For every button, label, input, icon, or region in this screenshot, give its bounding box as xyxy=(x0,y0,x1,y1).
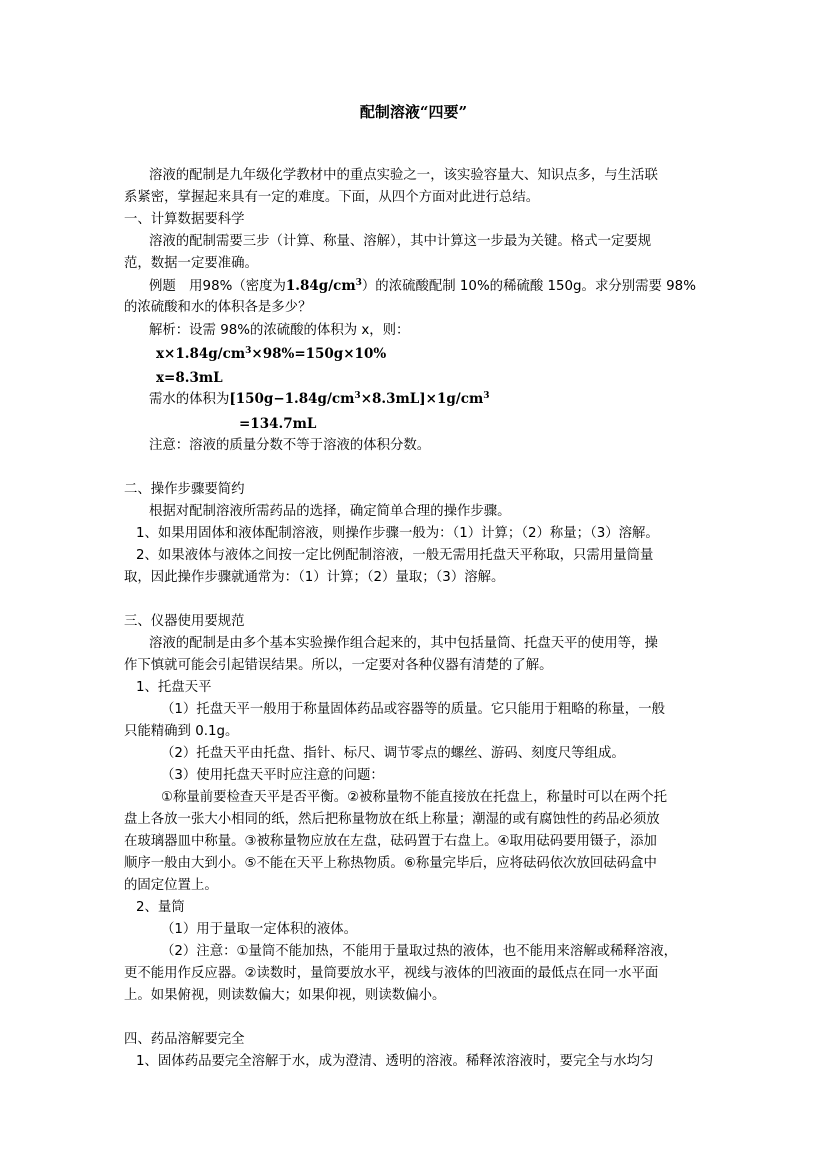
section-2-line-4: 取，因此操作步骤就通常为：（1）计算；（2）量取；（3）溶解。 xyxy=(124,570,505,585)
balance-notes-line-3: 在玻璃器皿中称量。③被称量物应放在左盘，砝码置于右盘上。④取用砝码要用镊子，添加 xyxy=(124,834,657,849)
example-line-2: 的浓硫酸和水的体积各是多少？ xyxy=(124,300,312,315)
balance-item-1-line-2: 只能精确到 0.1g。 xyxy=(124,724,239,739)
balance-subheading: 1、托盘天平 xyxy=(136,680,212,695)
section-2-line-2: 1、如果用固体和液体配制溶液，则操作步骤一般为：（1）计算；（2）称量；（3）溶解。 xyxy=(136,526,659,541)
equation-2: x=8.3mL xyxy=(156,370,223,386)
section-1-line-1: 溶液的配制需要三步（计算、称量、溶解），其中计算这一步最为关键。格式一定要规 xyxy=(149,234,652,249)
example-line-1 xyxy=(149,278,696,295)
balance-notes-line-1: ①称量前要检查天平是否平衡。②被称量物不能直接放在托盘上，称量时可以在两个托 xyxy=(161,790,668,805)
water-volume-line xyxy=(149,391,490,408)
section-2-heading: 二、操作步骤要简约 xyxy=(124,482,245,497)
balance-notes-line-2: 盘上各放一张大小相同的纸，然后把称量物放在纸上称量；潮湿的或有腐蚀性的药品必须放 xyxy=(124,812,660,827)
cylinder-subheading: 2、量筒 xyxy=(136,900,185,915)
note-line: 注意：溶液的质量分数不等于溶液的体积分数。 xyxy=(149,438,431,453)
cylinder-item-2-line-2: 更不能用作反应器。②读数时，量筒要放水平，视线与液体的凹液面的最低点在同一水平面 xyxy=(124,966,659,981)
water-volume-label: 需水的体积为 xyxy=(149,392,230,407)
solution-line: 解析：设需 98%的浓硫酸的体积为 x，则： xyxy=(149,323,410,338)
section-2-line-3: 2、如果液体与液体之间按一定比例配制溶液，一般无需用托盘天平称取，只需用量筒量 xyxy=(136,548,654,563)
intro-line-1: 溶液的配制是九年级化学教材中的重点实验之一，该实验容量大、知识点多，与生活联 xyxy=(149,168,658,183)
balance-item-1-line-1: （1）托盘天平一般用于称量固体药品或容器等的质量。它只能用于粗略的称量，一般 xyxy=(161,702,665,717)
page-title: 配制溶液“四要” xyxy=(359,103,468,121)
balance-notes-line-5: 的固定位置上。 xyxy=(124,878,218,893)
section-3-heading: 三、仪器使用要规范 xyxy=(124,614,245,629)
section-2-line-1: 根据对配制溶液所需药品的选择，确定简单合理的操作步骤。 xyxy=(149,504,511,519)
cylinder-item-2-line-3: 上。如果俯视，则读数偏大；如果仰视，则读数偏小。 xyxy=(124,988,446,1003)
section-1-heading: 一、计算数据要科学 xyxy=(124,212,245,227)
equation-1: $x\times 1.84g/cm^3\times 98\%=150g\times 10\%$ xyxy=(156,346,387,362)
density-formula: $1.84g/cm^3$ xyxy=(285,278,362,294)
balance-item-2: （2）托盘天平由托盘、指针、标尺、调节零点的螺丝、游码、刻度尺等组成。 xyxy=(161,746,625,761)
equation-4: =134.7mL xyxy=(239,416,317,432)
cylinder-item-1: （1）用于量取一定体积的液体。 xyxy=(161,922,357,937)
equation-3: $[150g-1.84g/cm^3\times 8.3mL]\times 1g/cm^3$ xyxy=(229,391,490,407)
section-1-line-2: 范，数据一定要准确。 xyxy=(124,256,258,271)
section-3-line-2: 作下慎就可能会引起错误结果。所以，一定要对各种仪器有清楚的了解。 xyxy=(124,658,553,673)
intro-line-2: 系紧密，掌握起来具有一定的难度。下面，从四个方面对此进行总结。 xyxy=(124,190,540,205)
example-suffix: ）的浓硫酸配制 10%的稀硫酸 150g。求分别需要 98% xyxy=(361,279,696,294)
section-3-line-1: 溶液的配制是由多个基本实验操作组合起来的，其中包括量筒、托盘天平的使用等，操 xyxy=(149,636,658,651)
balance-notes-line-4: 顺序一般由大到小。⑤不能在天平上称热物质。⑥称量完毕后，应将砝码依次放回砝码盒中 xyxy=(124,856,657,871)
section-4-heading: 四、药品溶解要完全 xyxy=(124,1032,245,1047)
section-4-line-1: 1、固体药品要完全溶解于水，成为澄清、透明的溶液。稀释浓溶液时，要完全与水均匀 xyxy=(136,1054,654,1069)
example-prefix: 例题 用98%（密度为 xyxy=(149,279,286,294)
cylinder-item-2-line-1: （2）注意：①量筒不能加热，不能用于量取过热的液体，也不能用来溶解或稀释溶液， xyxy=(161,944,677,959)
balance-item-3: （3）使用托盘天平时应注意的问题： xyxy=(161,768,384,783)
